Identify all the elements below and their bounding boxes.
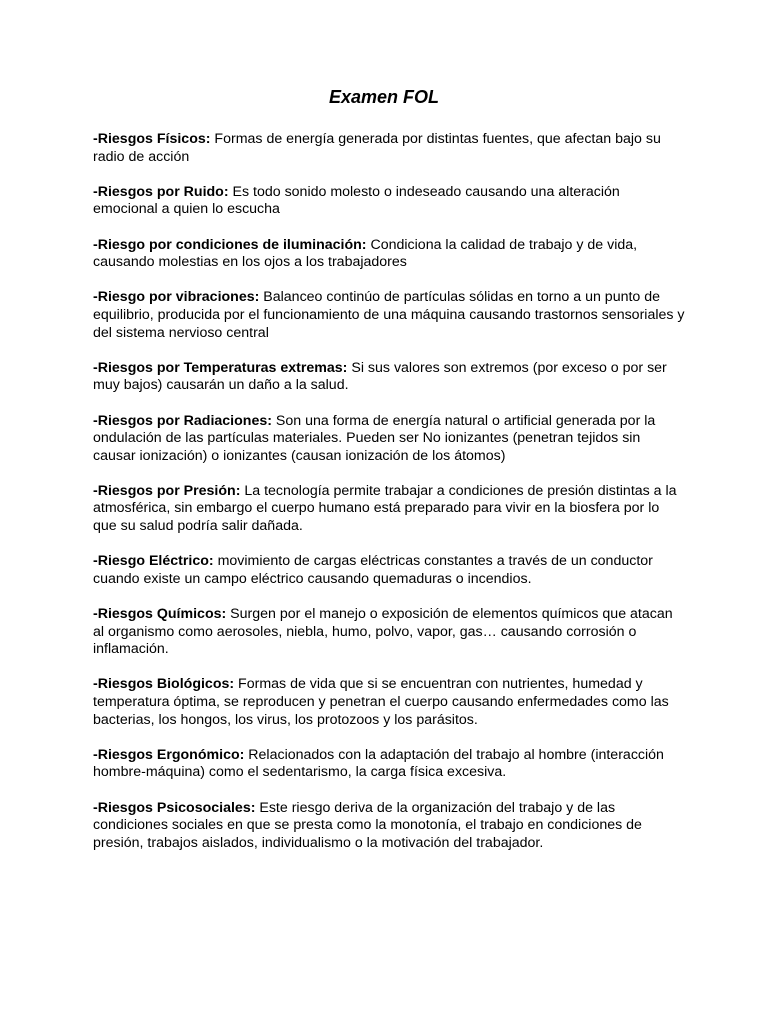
paragraph-label: -Riesgos por Temperaturas extremas:	[93, 359, 348, 376]
paragraph-text: Balanceo continúo de partículas sólidas en torno a un punto de equilibrio, producida por el funcionamiento de una máquina causando trastornos sensoriales y del sistema nervioso central	[93, 289, 685, 341]
paragraph-label: -Riesgos por Presión:	[93, 482, 241, 499]
paragraph-label: -Riesgos Biológicos:	[93, 676, 235, 693]
paragraph-text: Formas de energía generada por distintas fuentes, que afectan bajo su radio de acción	[93, 131, 661, 165]
paragraph-riesgos-radiaciones	[93, 413, 685, 466]
paragraph-riesgos-quimicos	[93, 606, 685, 659]
paragraph-riesgo-iluminacion	[93, 237, 685, 272]
paragraph-text: Son una forma de energía natural o artificial generada por la ondulación de las partículas materiales. Pueden ser No ionizantes (penetran tejidos sin causar ionización) o ionizantes (causan ionización de los átomos)	[93, 412, 656, 464]
paragraph-riesgos-temperaturas	[93, 360, 685, 395]
paragraph-riesgos-presion	[93, 483, 685, 536]
paragraph-label: -Riesgo por vibraciones:	[93, 289, 260, 306]
paragraph-label: -Riesgos Ergonómico:	[93, 746, 245, 763]
paragraph-text: movimiento de cargas eléctricas constantes a través de un conductor cuando existe un campo eléctrico causando quemaduras o incendios.	[93, 553, 653, 587]
paragraph-text: Condiciona la calidad de trabajo y de vida, causando molestias en los ojos a los trabajadores	[93, 236, 638, 271]
paragraph-riesgos-psicosociales	[93, 800, 685, 853]
paragraph-riesgos-biologicos	[93, 676, 685, 729]
paragraph-text: Este riesgo deriva de la organización del trabajo y de las condiciones sociales en que se presta como la monotonía, el trabajo en condiciones de presión, trabajos aislados, individualismo o la motivación del trabajador.	[93, 799, 642, 851]
document-body	[93, 131, 685, 870]
paragraph-riesgo-electrico	[93, 553, 685, 588]
paragraph-riesgos-fisicos	[93, 131, 685, 166]
paragraph-riesgos-ruido	[93, 184, 685, 219]
paragraph-label: -Riesgos Psicosociales:	[93, 799, 256, 816]
paragraph-label: -Riesgos por Radiaciones:	[93, 412, 272, 429]
paragraph-text: Es todo sonido molesto o indeseado causando una alteración emocional a quien lo escucha	[93, 183, 620, 218]
document-title: Examen FOL	[328, 87, 440, 107]
paragraph-label: -Riesgos Físicos:	[93, 131, 211, 147]
paragraph-label: -Riesgos por Ruido:	[93, 183, 229, 200]
paragraph-text: La tecnología permite trabajar a condiciones de presión distintas a la atmosférica, sin embargo el cuerpo humano está preparado para vivir en la biosfera por lo que su salud podría salir dañada.	[93, 482, 677, 535]
paragraph-text: Relacionados con la adaptación del trabajo al hombre (interacción hombre-máquina) como el sedentarismo, la carga física excesiva.	[93, 746, 664, 781]
paragraph-text: Formas de vida que si se encuentran con nutrientes, humedad y temperatura óptima, se reproducen y penetran el cuerpo causando enfermedades como las bacterias, los hongos, los virus, los protozoos y los parásitos.	[93, 676, 669, 728]
paragraph-text: Surgen por el manejo o exposición de elementos químicos que atacan al organismo como aerosoles, niebla, humo, polvo, vapor, gas… causando corrosión o inflamación.	[93, 606, 673, 658]
paragraph-label: -Riesgo por condiciones de iluminación:	[93, 236, 367, 253]
paragraph-riesgo-vibraciones	[93, 289, 685, 342]
paragraph-label: -Riesgos Químicos:	[93, 606, 227, 623]
paragraph-riesgos-ergonomico	[93, 747, 685, 782]
paragraph-label: -Riesgo Eléctrico:	[93, 553, 214, 570]
paragraph-text: Si sus valores son extremos (por exceso o por ser muy bajos) causarán un daño a la salud.	[93, 359, 667, 394]
